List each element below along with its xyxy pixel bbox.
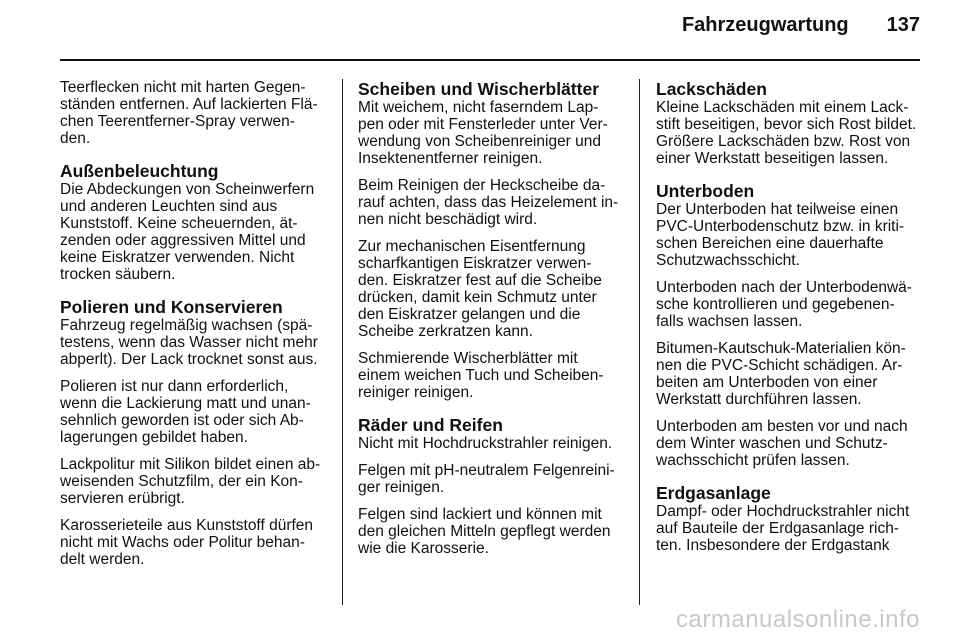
paragraph: Kleine Lackschäden mit einem Lack- stift beseitigen, bevor sich Rost bildet. Größere Lackschäden bzw. Rost von einer Werkstatt beseitigen lassen. <box>656 99 917 167</box>
paragraph: Bitumen-Kautschuk-Materialien kön- nen die PVC-Schicht schädigen. Ar- beiten am Unterboden von einer Werkstatt durchführen lassen. <box>656 340 906 408</box>
paragraph: Teerflecken nicht mit harten Gegen- ständen entfernen. Auf lackierten Flä- chen Teerentferner-Spray verwen- den. <box>60 79 318 147</box>
section-heading: Erdgasanlage <box>656 483 771 503</box>
paragraph: Unterboden nach der Unterbodenwä- sche kontrollieren und gegebenen- falls wachsen lassen. <box>656 279 912 330</box>
page-number: 137 <box>886 14 920 36</box>
section-heading: Lackschäden <box>656 79 767 99</box>
paragraph: Felgen mit pH-neutralem Felgenreini- ger reinigen. <box>358 462 615 496</box>
column-divider <box>342 79 343 605</box>
paragraph: Unterboden am besten vor und nach dem Winter waschen und Schutz- wachsschicht prüfen lassen. <box>656 418 908 469</box>
paragraph: Karosserieteile aus Kunststoff dürfen nicht mit Wachs oder Politur behan- delt werden. <box>60 517 314 568</box>
header-rule <box>60 59 920 61</box>
paragraph: Schmierende Wischerblätter mit einem weichen Tuch und Scheiben- reiniger reinigen. <box>358 350 604 401</box>
page-title: Fahrzeugwartung <box>681 14 849 36</box>
section-heading: Unterboden <box>656 181 755 201</box>
paragraph: Zur mechanischen Eisentfernung scharfkantigen Eiskratzer verwen- den. Eiskratzer fest auf die Scheibe drücken, damit kein Schmutz unter den Eiskratzer gelangen und die Scheibe zerkratzen kann. <box>358 238 602 340</box>
column-3 <box>656 79 924 564</box>
watermark: carmanualsonline.info <box>676 606 920 633</box>
column-divider <box>639 79 640 605</box>
section-heading: Außenbeleuchtung <box>60 161 219 181</box>
column-1 <box>60 79 328 578</box>
paragraph: Beim Reinigen der Heckscheibe da- rauf achten, dass das Heizelement in- nen nicht beschädigt wird. <box>358 177 619 228</box>
paragraph: Der Unterboden hat teilweise einen PVC-Unterbodenschutz bzw. in kriti- schen Bereichen eine dauerhafte Schutzwachsschicht. <box>656 201 905 269</box>
column-2 <box>358 79 624 567</box>
paragraph: Polieren ist nur dann erforderlich, wenn die Lackierung matt und unan- sehnlich geworden ist oder sich Ab- lagerungen gebildet haben. <box>60 378 311 446</box>
paragraph: Die Abdeckungen von Scheinwerfern und anderen Leuchten sind aus Kunststoff. Keine scheuernden, ät- zenden oder aggressiven Mittel und keine Eiskratzer verwenden. Nicht trocken säubern. <box>60 181 315 283</box>
section-heading: Scheiben und Wischerblätter <box>358 79 600 99</box>
paragraph: Fahrzeug regelmäßig wachsen (spä- testens, wenn das Wasser nicht mehr abperlt). Der Lack trocknet sonst aus. <box>60 317 318 368</box>
section-heading: Polieren und Konservieren <box>60 297 283 317</box>
page-header <box>682 14 920 37</box>
paragraph: Dampf- oder Hochdruckstrahler nicht auf Bauteile der Erdgasanlage rich- ten. Insbesondere der Erdgastank <box>656 503 910 554</box>
paragraph: Mit weichem, nicht faserndem Lap- pen oder mit Fensterleder unter Ver- wendung von Scheibenreiniger und Insektenentferner reinigen. <box>358 99 608 167</box>
section-heading: Räder und Reifen <box>358 415 503 435</box>
paragraph: Felgen sind lackiert und können mit den gleichen Mitteln gepflegt werden wie die Karosserie. <box>358 506 611 557</box>
paragraph: Lackpolitur mit Silikon bildet einen ab- weisenden Schutzfilm, der ein Kon- servieren erübrigt. <box>60 456 321 507</box>
paragraph: Nicht mit Hochdruckstrahler reinigen. <box>358 435 613 452</box>
